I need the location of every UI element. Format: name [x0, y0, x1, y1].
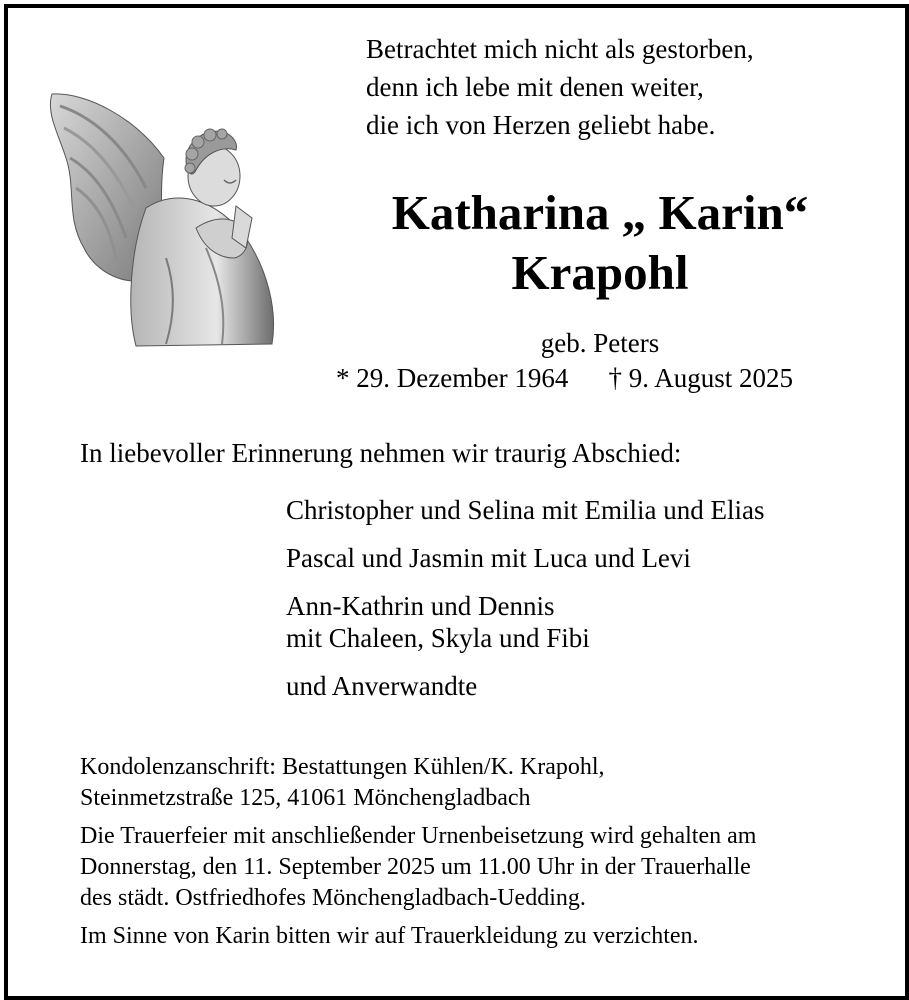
angel-statue-image [46, 88, 282, 350]
poem-line: die ich von Herzen geliebt habe. [366, 110, 716, 140]
mourner-group [286, 590, 764, 654]
death-date: † 9. August 2025 [608, 363, 793, 393]
deceased-surname: Krapohl [511, 245, 689, 300]
footer-line: Steinmetzstraße 125, 41061 Mönchengladbach [80, 785, 531, 811]
footer-line: des städt. Ostfriedhofes Mönchengladbach-Uedding. [80, 885, 586, 911]
mourner-line: Christopher und Selina mit Emilia und Elias [286, 495, 765, 525]
mourner-line: Pascal und Jasmin mit Luca und Levi [286, 543, 691, 573]
footer-line: Im Sinne von Karin bitten wir auf Trauerkleidung zu verzichten. [80, 923, 699, 949]
mourner-group [286, 542, 764, 574]
notice-footer [80, 752, 880, 959]
farewell-intro: In liebevoller Erinnerung nehmen wir traurig Abschied: [80, 438, 682, 468]
mourner-group [286, 494, 764, 526]
footer-line: Die Trauerfeier mit anschließender Urnenbeisetzung wird gehalten am [80, 823, 757, 849]
ceremony-info [80, 821, 880, 914]
condolence-address [80, 752, 880, 814]
poem-line: denn ich lebe mit denen weiter, [366, 72, 704, 102]
memorial-poem [366, 30, 754, 144]
mourner-line: mit Chaleen, Skyla und Fibi [286, 623, 590, 653]
footer-line: Kondolenzanschrift: Bestattungen Kühlen/K. Krapohl, [80, 754, 605, 780]
deceased-name [300, 183, 900, 303]
dress-request [80, 921, 880, 952]
mourner-group [286, 670, 764, 702]
mourner-line: und Anverwandte [286, 671, 478, 701]
poem-line: Betrachtet mich nicht als gestorben, [366, 34, 754, 64]
maiden-name: geb. Peters [540, 328, 660, 358]
footer-line: Donnerstag, den 11. September 2025 um 11.00 Uhr in der Trauerhalle [80, 854, 751, 880]
mourner-line: Ann-Kathrin und Dennis [286, 591, 555, 621]
mourners-list [286, 494, 764, 718]
birth-date: * 29. Dezember 1964 [336, 363, 569, 393]
deceased-name-line: Katharina „ Karin“ [391, 185, 809, 240]
life-dates [336, 362, 793, 394]
